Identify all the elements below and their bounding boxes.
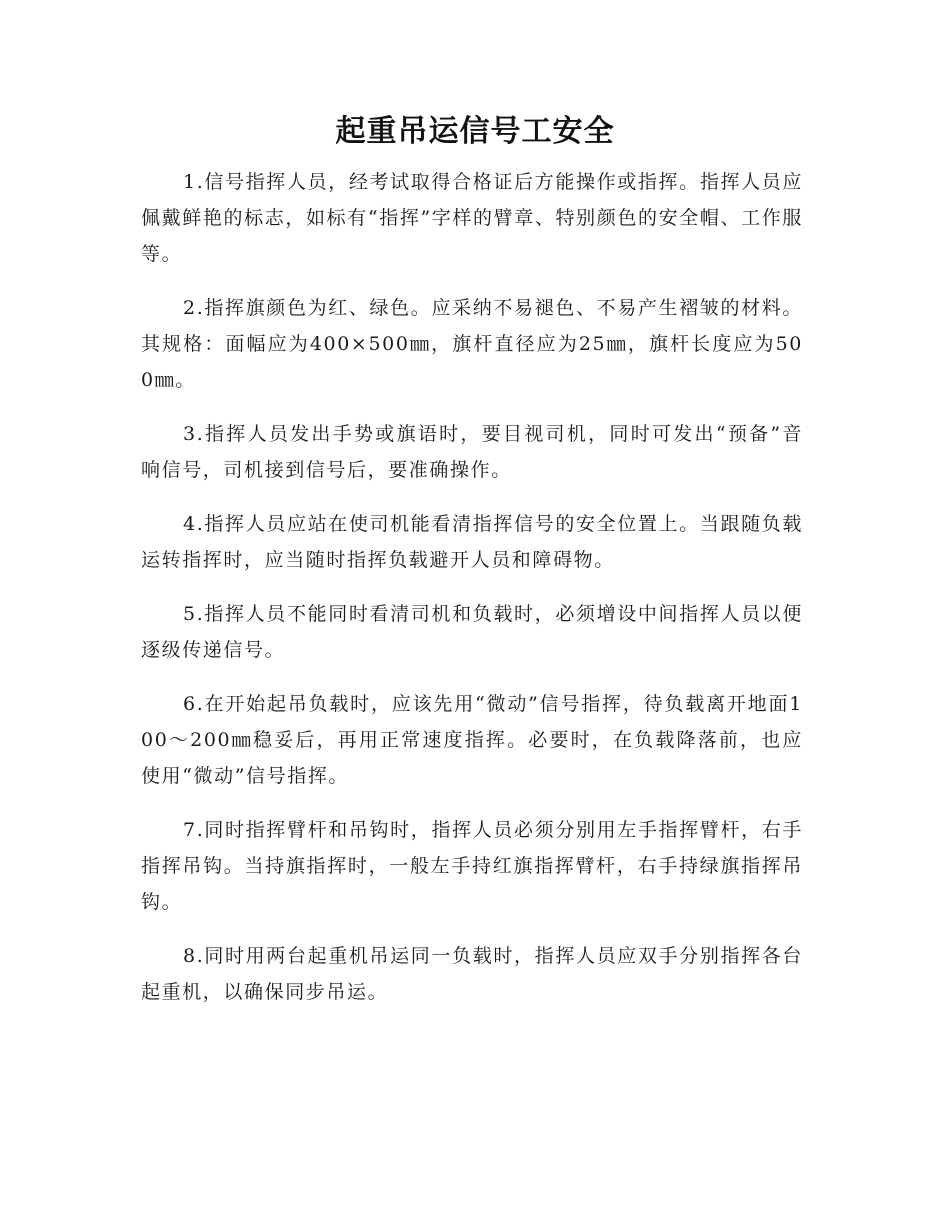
paragraph-3: 3.指挥人员发出手势或旗语时，要目视司机，同时可发出“预备”音响信号，司机接到信号后，要准确操作。	[141, 423, 803, 481]
paragraph-4: 4.指挥人员应站在使司机能看清指挥信号的安全位置上。当跟随负载运转指挥时，应当随时指挥负载避开人员和障碍物。	[141, 513, 803, 571]
paragraph-7: 7.同时指挥臂杆和吊钩时，指挥人员必须分别用左手指挥臂杆，右手指挥吊钩。当持旗指挥时，一般左手持红旗指挥臂杆，右手持绿旗指挥吊钩。	[141, 819, 803, 913]
document-title: 起重吊运信号工安全	[335, 114, 615, 149]
paragraph-1: 1.信号指挥人员，经考试取得合格证后方能操作或指挥。指挥人员应佩戴鲜艳的标志，如标有“指挥”字样的臂章、特别颜色的安全帽、工作服等。	[141, 171, 803, 265]
document-body	[141, 164, 803, 1028]
paragraph-6: 6.在开始起吊负载时，应该先用“微动”信号指挥，待负载离开地面100～200㎜稳妥后，再用正常速度指挥。必要时，在负载降落前，也应使用“微动”信号指挥。	[141, 693, 803, 787]
paragraph-2: 2.指挥旗颜色为红、绿色。应采纳不易褪色、不易产生褶皱的材料。其规格：面幅应为400×500㎜，旗杆直径应为25㎜，旗杆长度应为500㎜。	[141, 297, 803, 391]
paragraph-8: 8.同时用两台起重机吊运同一负载时，指挥人员应双手分别指挥各台起重机，以确保同步吊运。	[141, 945, 803, 1003]
paragraph-5: 5.指挥人员不能同时看清司机和负载时，必须增设中间指挥人员以便逐级传递信号。	[141, 603, 803, 661]
